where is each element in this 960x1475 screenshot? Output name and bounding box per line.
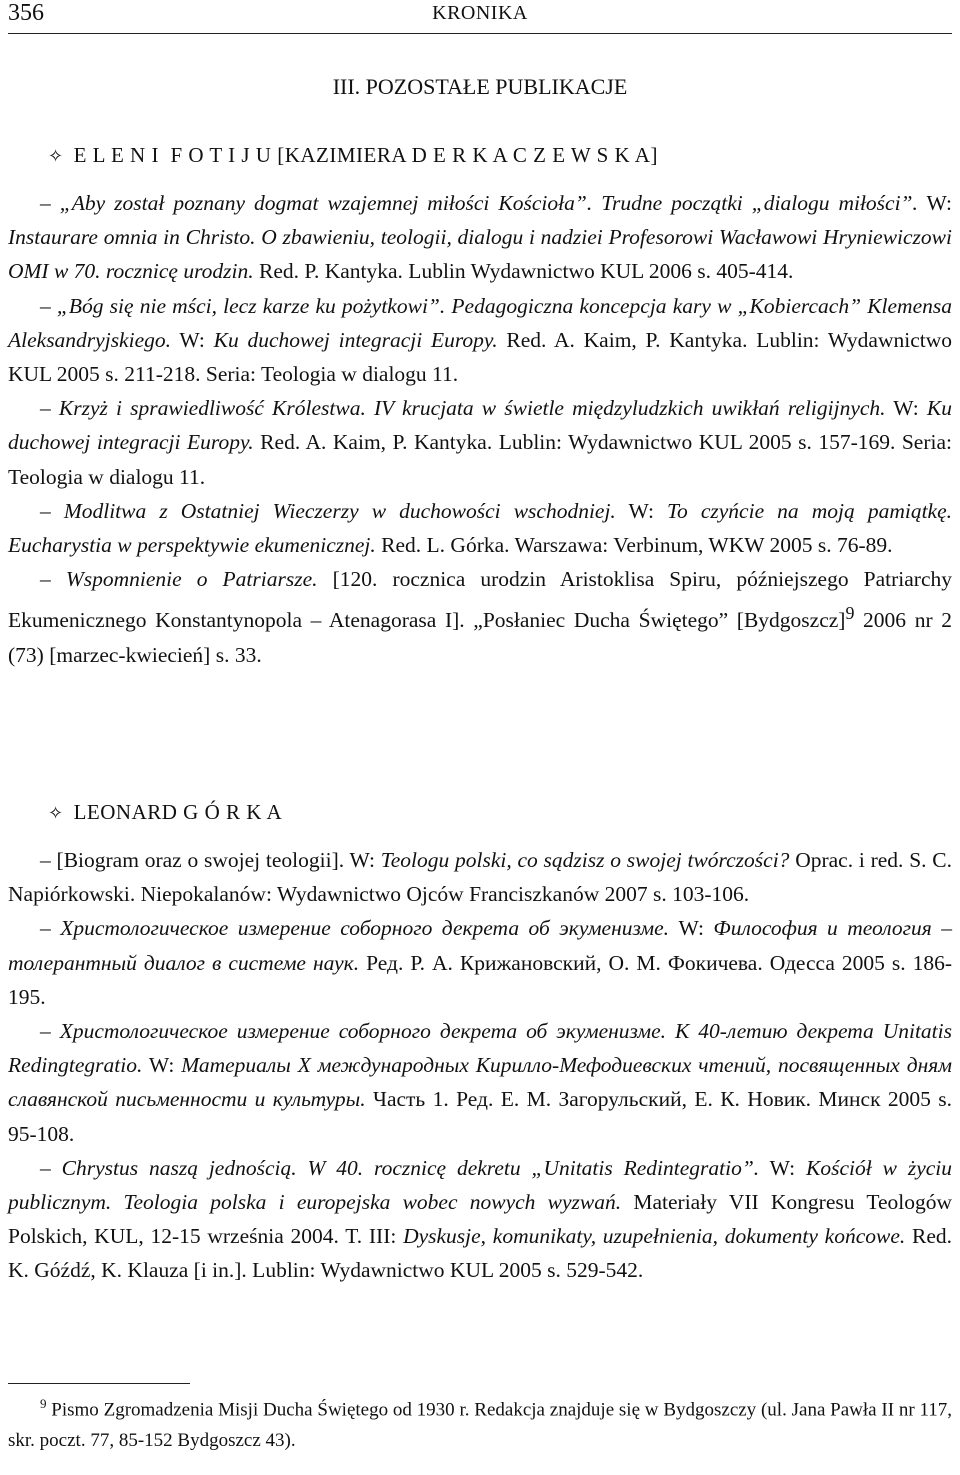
entry-source: Teologu polski, co sądzisz o swojej twórczości? (380, 848, 790, 872)
running-head (0, 0, 960, 30)
footnote-text: Pismo Zgromadzenia Misji Ducha Świętego od 1930 r. Redakcja znajduje się w Bydgoszczy (ul. Jana Pawła II nr 117, skr. poczt. 77, 85-152 Bydgoszcz 43). (8, 1399, 952, 1452)
author-last-name: G Ó R K A (183, 800, 283, 824)
entry-in: W: (669, 916, 714, 941)
entry-dash: – (40, 191, 60, 215)
entry-title: „Aby został poznany dogmat wzajemnej miłości Kościoła”. Trudne początki „dialogu miłości”. (59, 191, 918, 215)
author-heading (48, 800, 282, 825)
entry-dash: – (40, 1155, 62, 1180)
entry-details: Red. A. Kaim, P. Kantyka. Lublin: Wydawnictwo KUL 2005 s. 211-218. Seria: Teologia w dialogu 11. (8, 327, 952, 387)
entry-details: 2006 nr 2 (73) [marzec-kwiecień] s. 33. (8, 608, 952, 667)
author-last-name: F O T I J U (170, 143, 272, 167)
bibliography-entry (8, 911, 952, 1014)
bibliography-entry (8, 289, 952, 392)
running-title: KRONIKA (432, 2, 528, 24)
entry-list (8, 186, 952, 672)
entry-details: Red. K. Góźdź, K. Klauza [i in.]. Lublin: Wydawnictwo KUL 2005 s. 529-542. (8, 1224, 952, 1283)
footnote (8, 1388, 952, 1456)
footnote-marker: 9 (40, 1396, 47, 1411)
entry-details: Red. A. Kaim, P. Kantyka. Lublin: Wydawnictwo KUL 2005 s. 157-169. Seria: Teologia w dialogu 11. (8, 430, 953, 489)
entry-title: Modlitwa z Ostatniej Wieczerzy w duchowości wschodniej. (63, 498, 616, 523)
bibliography-entry (8, 391, 952, 494)
header-rule (8, 33, 952, 34)
entry-dash: – (40, 567, 66, 592)
entry-dash: – (40, 293, 57, 318)
entry-source: To czyńcie na moją pamiątkę. Eucharystia w perspektywie ekumenicznej. (8, 498, 953, 558)
entry-in: W: (917, 191, 952, 215)
entry-details: Materiały VII Kongresu Teologów Polskich, KUL, 12-15 września 2004. T. III: (8, 1190, 952, 1249)
entry-title: Христологическое измерение соборного декрета об экуменизме. (60, 916, 670, 941)
entry-list (8, 843, 952, 1288)
entry-details: Red. P. Kantyka. Lublin Wydawnictwo KUL 2006 s. 405-414. (253, 259, 794, 284)
bibliography-entry (8, 1151, 952, 1288)
section-title: III. POZOSTAŁE PUBLIKACJE (332, 74, 628, 99)
page-number: 356 (8, 0, 44, 26)
entry-details: Oprac. i red. S. C. Napiórkowski. Niepokalanów: Wydawnictwo Ojców Franciszkanów 2007 s. 103-106. (8, 848, 953, 907)
entry-dash: – (40, 916, 61, 941)
entry-details: Часть 1. Ред. Е. М. Загорульский, Е. К. Новик. Минск 2005 s. 95-108. (8, 1087, 953, 1146)
entry-title: „Bóg się nie mści, lecz karze ku pożytkowi”. Pedagogiczna koncepcja kary w „Kobiercach” Klemensa Aleksandryjskiego. (8, 293, 952, 352)
entry-dash: – (40, 396, 59, 421)
entry-source: Kościół w życiu publicznym. Teologia polska i europejska wobec nowych wyzwań. (8, 1155, 953, 1215)
entry-volume-title: Dyskusje, komunikaty, uzupełnienia, dokumenty końcowe. (403, 1224, 906, 1249)
author-heading (48, 143, 658, 168)
bibliography-entry (8, 186, 952, 289)
entry-details: Ред. Р. А. Крижановский, О. М. Фокичева. Одесса 2005 s. 186-195. (8, 950, 953, 1009)
entry-details: Red. L. Górka. Warszawa: Verbinum, WKW 2005 s. 76-89. (375, 533, 893, 558)
entry-title: Wspomnienie o Patriarsze. (65, 567, 318, 592)
bibliography-entry (8, 843, 952, 911)
entry-title: Krzyż i sprawiedliwość Królestwa. IV krucjata w świetle międzyludzkich uwikłań religijnych. (58, 396, 886, 421)
entry-details: [120. rocznica urodzin Aristoklisa Spiru, późniejszego Patriarchy Ekumenicznego Konstantynopola – Atenagorasa I]. „Posłaniec Ducha Świętego” [Bydgoszcz] (8, 567, 952, 633)
footnote-rule (8, 1383, 190, 1384)
bibliography-entry (8, 562, 952, 672)
entry-source: Instaurare omnia in Christo. O zbawieniu, teologii, dialogu i nadziei Profesorowi Wacławowi Hryniewiczowi OMI w 70. rocznicę urodzin. (8, 225, 952, 284)
bibliography-entry (8, 494, 952, 562)
footnote-reference: 9 (845, 603, 855, 624)
entry-in: W: (615, 498, 668, 523)
entry-source: Философия и теология – толерантный диалог в системе наук. (8, 916, 952, 975)
entry-in: W: (759, 1155, 807, 1180)
entry-dash: – (40, 848, 57, 872)
author-first-name: LEONARD (73, 800, 178, 824)
bibliography-entry (8, 1014, 952, 1151)
entry-in: W: (885, 396, 927, 421)
author-first-name: E L E N I (73, 143, 159, 167)
entry-title: [Biogram oraz o swojej teologii]. W: (56, 848, 381, 872)
author-translator: [KAZIMIERA D E R K A C Z E W S K A] (277, 143, 658, 167)
entry-source: Ku duchowej integracji Europy. (213, 327, 498, 352)
entry-source: Ku duchowej integracji Europy. (8, 396, 952, 455)
entry-dash: – (40, 1019, 60, 1044)
star-icon: ✧ (48, 146, 64, 167)
star-icon: ✧ (48, 803, 64, 824)
entry-title: Chrystus naszą jednością. W 40. rocznicę dekretu „Unitatis Redintegratio”. (61, 1155, 760, 1180)
entry-in: W: (171, 327, 214, 352)
entry-in: W: (142, 1053, 182, 1078)
entry-title: Христологическое измерение соборного декрета об экуменизме. К 40-летию декрета Unitatis Redingtegratio. (8, 1019, 952, 1078)
entry-dash: – (40, 498, 64, 523)
entry-source: Материалы X международных Кирилло-Мефодиевских чтений, посвященных дням славянской письменности и культуры. (8, 1053, 952, 1112)
